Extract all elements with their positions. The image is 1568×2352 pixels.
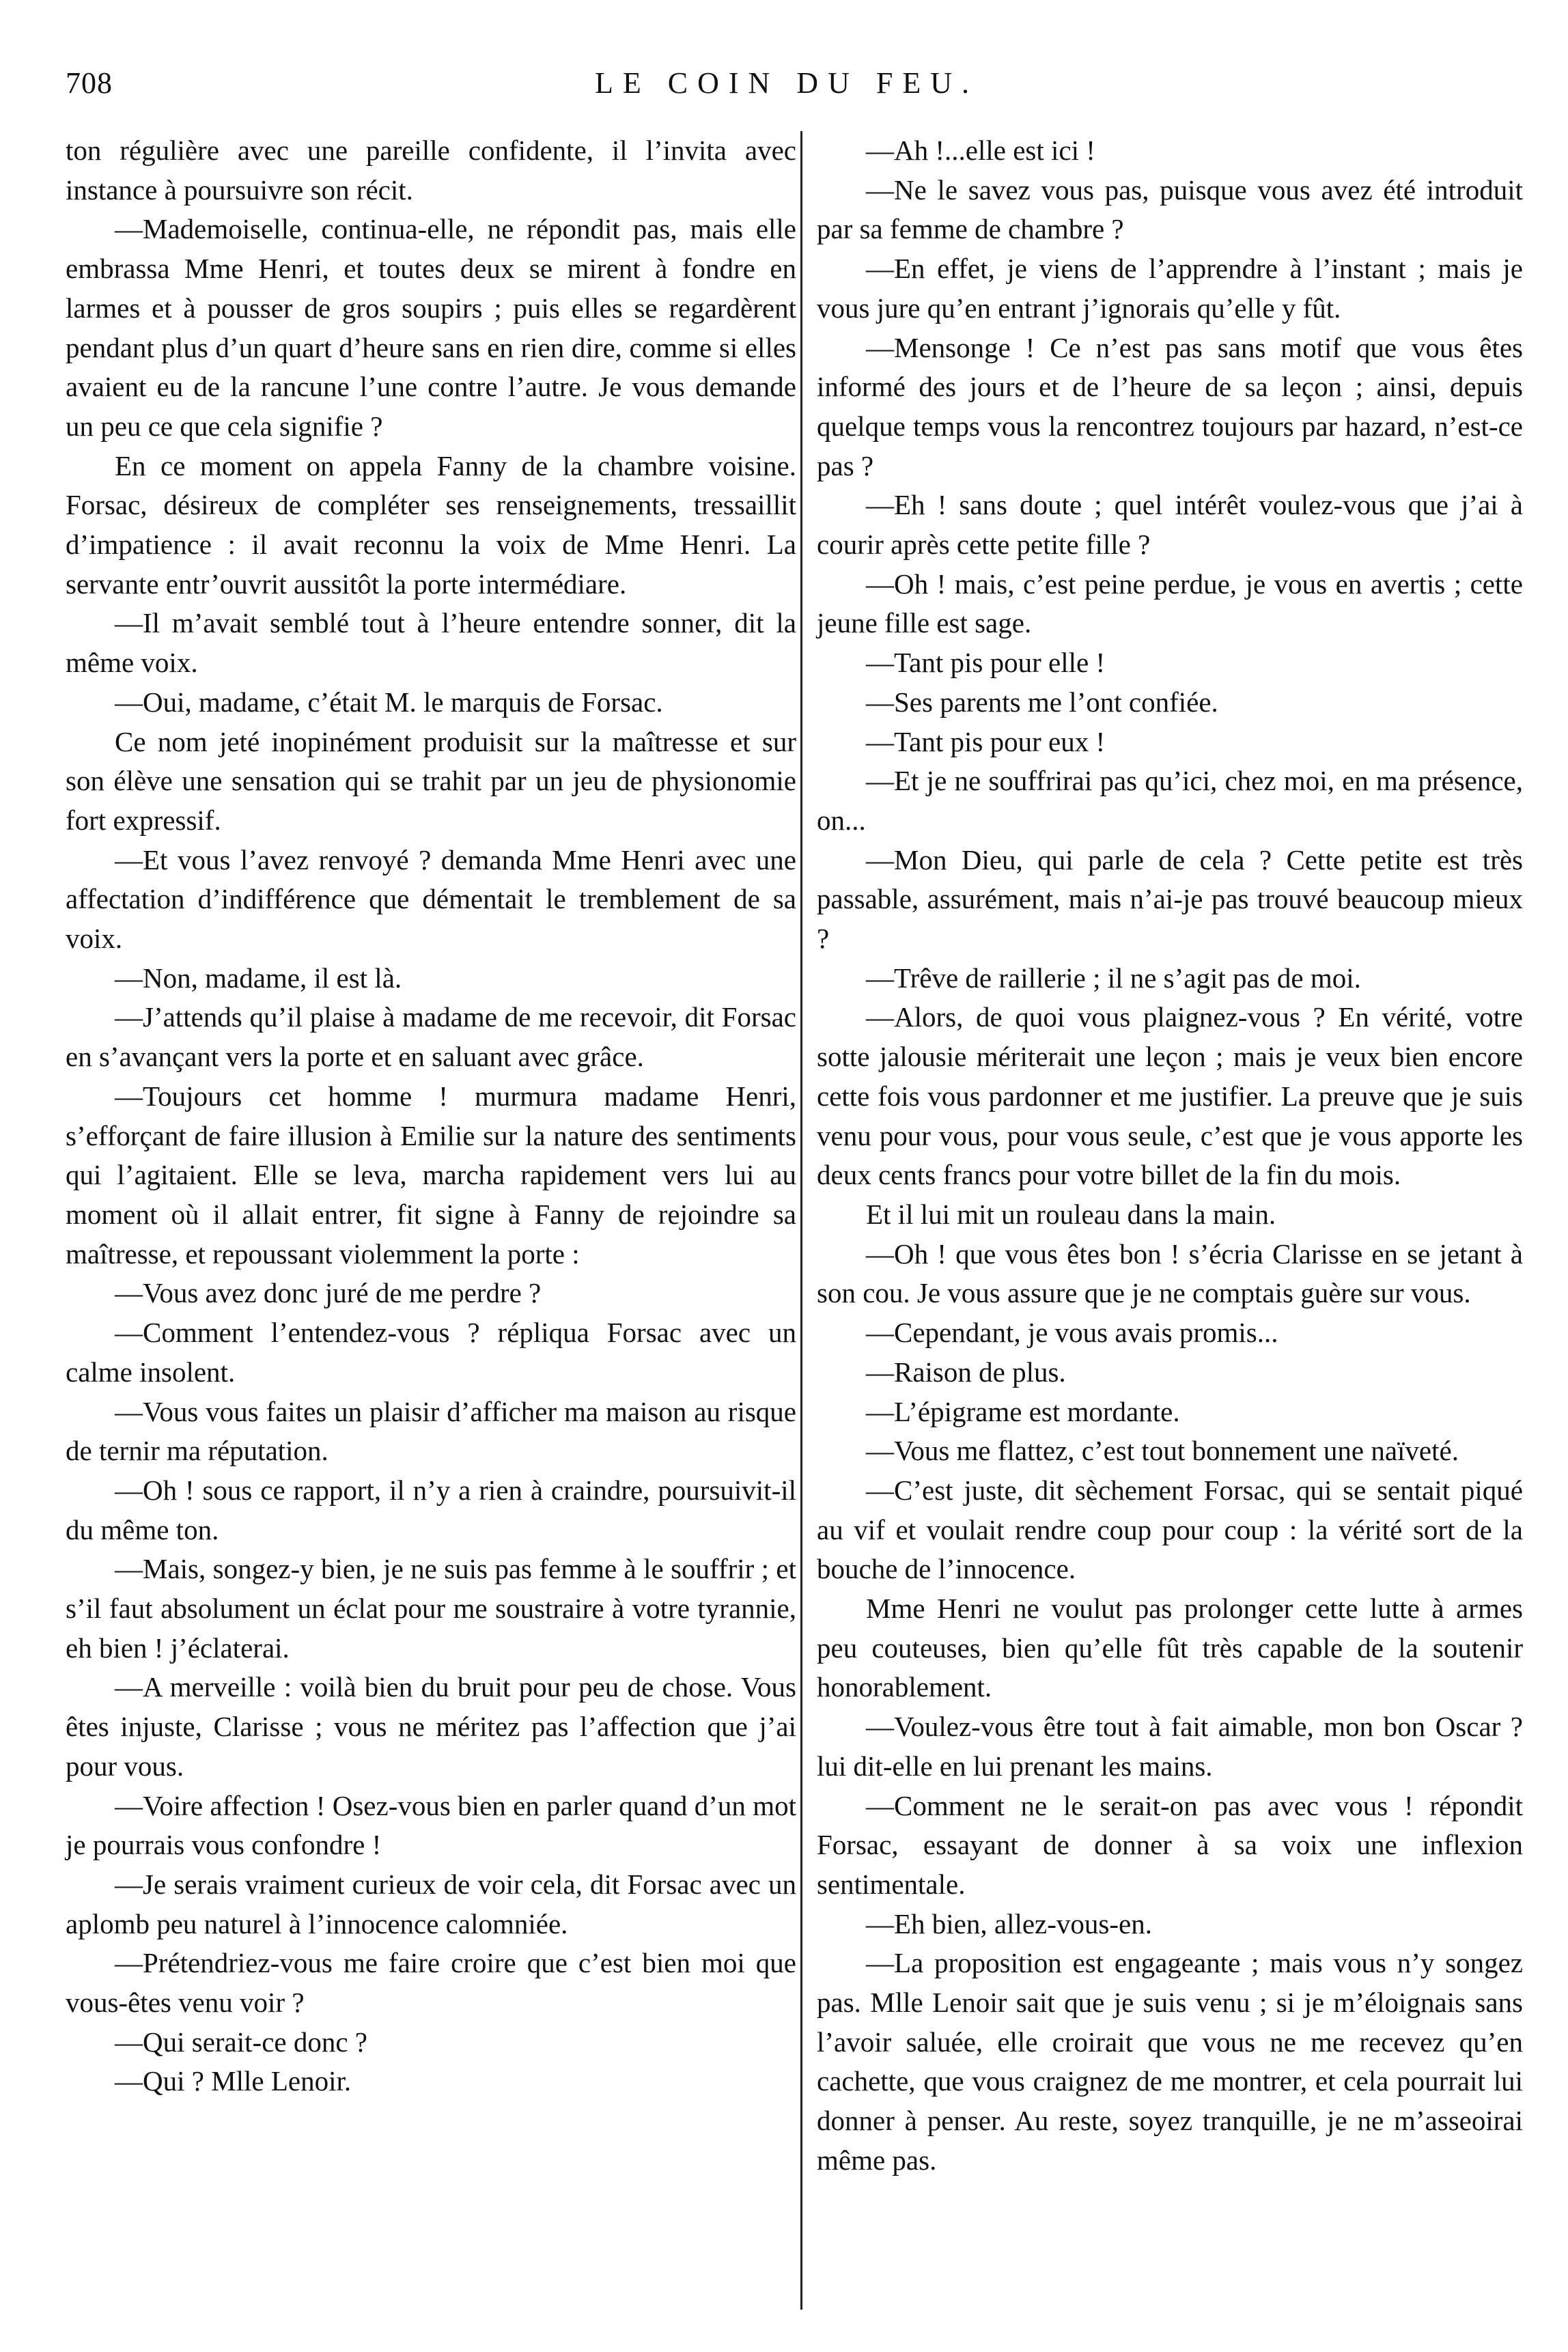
paragraph: —En effet, je viens de l’apprendre à l’instant ; mais je vous jure qu’en entrant j’ignorais qu’elle y fût. bbox=[817, 253, 1523, 324]
paragraph: —Oh ! sous ce rapport, il n’y a rien à craindre, poursuivit-il du même ton. bbox=[66, 1474, 796, 1545]
paragraph: —Cependant, je vous avais promis... bbox=[866, 1317, 1278, 1349]
paragraph: —Vous vous faites un plaisir d’afficher ma maison au risque de ternir ma réputation. bbox=[66, 1395, 796, 1467]
paragraph: —Non, madame, il est là. bbox=[115, 962, 402, 994]
paragraph: —Eh bien, allez-vous-en. bbox=[866, 1907, 1152, 1940]
paragraph: Mme Henri ne voulut pas prolonger cette lutte à armes peu couteuses, bien qu’elle fût très capable de la soutenir honorablement. bbox=[817, 1593, 1523, 1703]
paragraph: —Tant pis pour eux ! bbox=[866, 725, 1106, 757]
paragraph: Et il lui mit un rouleau dans la main. bbox=[866, 1198, 1276, 1230]
paragraph: ton régulière avec une pareille confidente, il l’invita avec instance à poursuivre son récit. bbox=[66, 135, 796, 206]
paragraph: —Mensonge ! Ce n’est pas sans motif que vous êtes informé des jours et de l’heure de sa leçon ; ainsi, depuis quelque temps vous la rencontrez toujours par hazard, n’est-ce pas ? bbox=[817, 331, 1523, 481]
paragraph: —Trêve de raillerie ; il ne s’agit pas de moi. bbox=[866, 962, 1361, 994]
page-header bbox=[66, 66, 1508, 113]
paragraph: —Ah !...elle est ici ! bbox=[866, 135, 1095, 166]
paragraph: —Oh ! que vous êtes bon ! s’écria Clarisse en se jetant à son cou. Je vous assure que je ne comptais guère sur vous. bbox=[817, 1237, 1523, 1309]
paragraph: —Vous avez donc juré de me perdre ? bbox=[115, 1277, 542, 1309]
paragraph: —Oh ! mais, c’est peine perdue, je vous en avertis ; cette jeune fille est sage. bbox=[817, 568, 1523, 639]
paragraph: —Je serais vraiment curieux de voir cela, dit Forsac avec un aplomb peu naturel à l’innocence calomniée. bbox=[66, 1868, 796, 1940]
paragraph: —Voulez-vous être tout à fait aimable, mon bon Oscar ? lui dit-elle en lui prenant les mains. bbox=[817, 1711, 1523, 1782]
left-text-column bbox=[66, 131, 796, 2101]
paragraph: —Comment l’entendez-vous ? répliqua Forsac avec un calme insolent. bbox=[66, 1317, 796, 1388]
paragraph: En ce moment on appela Fanny de la chambre voisine. Forsac, désireux de compléter ses renseignements, tressaillit d’impatience : il avait reconnu la voix de Mme Henri. La servante entr’ouvrit aussitôt la porte intermédiare. bbox=[66, 449, 796, 600]
page-number: 708 bbox=[66, 66, 113, 100]
paragraph: —Oui, madame, c’était M. le marquis de Forsac. bbox=[115, 686, 663, 718]
paragraph: —Qui serait-ce donc ? bbox=[115, 2026, 367, 2058]
paragraph: —La proposition est engageante ; mais vous n’y songez pas. Mlle Lenoir sait que je suis venu ; si je m’éloignais sans l’avoir saluée, elle croirait que vous ne me recevez qu’en cachette, que vous craignez de me montrer, et cela pourrait lui donner à penser. Au reste, soyez tranquille, je ne m’asseoirai même pas. bbox=[817, 1947, 1523, 2176]
column-divider bbox=[800, 131, 802, 2310]
paragraph: —A merveille : voilà bien du bruit pour peu de chose. Vous êtes injuste, Clarisse ; vous ne méritez pas l’affection que j’ai pour vous. bbox=[66, 1671, 796, 1782]
right-text-column bbox=[817, 131, 1523, 2181]
paragraph: —Ne le savez vous pas, puisque vous avez été introduit par sa femme de chambre ? bbox=[817, 173, 1523, 245]
paragraph: —J’attends qu’il plaise à madame de me recevoir, dit Forsac en s’avançant vers la porte et en saluant avec grâce. bbox=[66, 1001, 796, 1073]
paragraph: —Toujours cet homme ! murmura madame Henri, s’efforçant de faire illusion à Emilie sur la nature des sentiments qui l’agitaient. Elle se leva, marcha rapidement vers lui au moment où il allait entrer, fit signe à Fanny de rejoindre sa maîtresse, et repoussant violemment la porte : bbox=[66, 1080, 796, 1270]
paragraph: —L’épigrame est mordante. bbox=[866, 1395, 1180, 1427]
paragraph: Ce nom jeté inopinément produisit sur la maîtresse et sur son élève une sensation qui se trahit par un jeu de physionomie fort expressif. bbox=[66, 725, 796, 836]
paragraph: —Comment ne le serait-on pas avec vous ! répondit Forsac, essayant de donner à sa voix une inflexion sentimentale. bbox=[817, 1789, 1523, 1900]
paragraph: —Voire affection ! Osez-vous bien en parler quand d’un mot je pourrais vous confondre ! bbox=[66, 1789, 796, 1861]
paragraph: —Tant pis pour elle ! bbox=[866, 647, 1106, 679]
paragraph: —Mademoiselle, continua-elle, ne répondit pas, mais elle embrassa Mme Henri, et toutes deux se mirent à fondre en larmes et à pousser de gros soupirs ; puis elles se regardèrent pendant plus d’un quart d’heure sans en rien dire, comme si elles avaient eu de la rancune l’une contre l’autre. Je vous demande un peu ce que cela signifie ? bbox=[66, 213, 796, 442]
paragraph: —Prétendriez-vous me faire croire que c’est bien moi que vous-êtes venu voir ? bbox=[66, 1947, 796, 2019]
paragraph: —Qui ? Mlle Lenoir. bbox=[115, 2065, 352, 2097]
paragraph: —C’est juste, dit sèchement Forsac, qui se sentait piqué au vif et voulait rendre coup pour coup : la vérité sort de la bouche de l’innocence. bbox=[817, 1474, 1523, 1585]
paragraph: —Mon Dieu, qui parle de cela ? Cette petite est très passable, assurément, mais n’ai-je pas trouvé beaucoup mieux ? bbox=[817, 843, 1523, 955]
paragraph: —Et je ne souffrirai pas qu’ici, chez moi, en ma présence, on... bbox=[817, 765, 1523, 836]
paragraph: —Mais, songez-y bien, je ne suis pas femme à le souffrir ; et s’il faut absolument un éclat pour me soustraire à votre tyrannie, eh bien ! j’éclaterai. bbox=[66, 1553, 796, 1664]
paragraph: —Vous me flattez, c’est tout bonnement une naïveté. bbox=[866, 1435, 1459, 1467]
running-title: LE COIN DU FEU. bbox=[595, 66, 979, 100]
paragraph: —Ses parents me l’ont confiée. bbox=[866, 686, 1218, 718]
paragraph: —Il m’avait semblé tout à l’heure entendre sonner, dit la même voix. bbox=[66, 607, 796, 679]
paragraph: —Et vous l’avez renvoyé ? demanda Mme Henri avec une affectation d’indifférence que démentait le tremblement de sa voix. bbox=[66, 843, 796, 955]
paragraph: —Alors, de quoi vous plaignez-vous ? En vérité, votre sotte jalousie mériterait une leçon ; mais je veux bien encore cette fois vous pardonner et me justifier. La preuve que je suis venu pour vous, pour vous seule, c’est que je vous apporte les deux cents francs pour votre billet de la fin du mois. bbox=[817, 1001, 1523, 1191]
paragraph: —Eh ! sans doute ; quel intérêt voulez-vous que j’ai à courir après cette petite fille ? bbox=[817, 489, 1523, 561]
paragraph: —Raison de plus. bbox=[866, 1356, 1066, 1388]
